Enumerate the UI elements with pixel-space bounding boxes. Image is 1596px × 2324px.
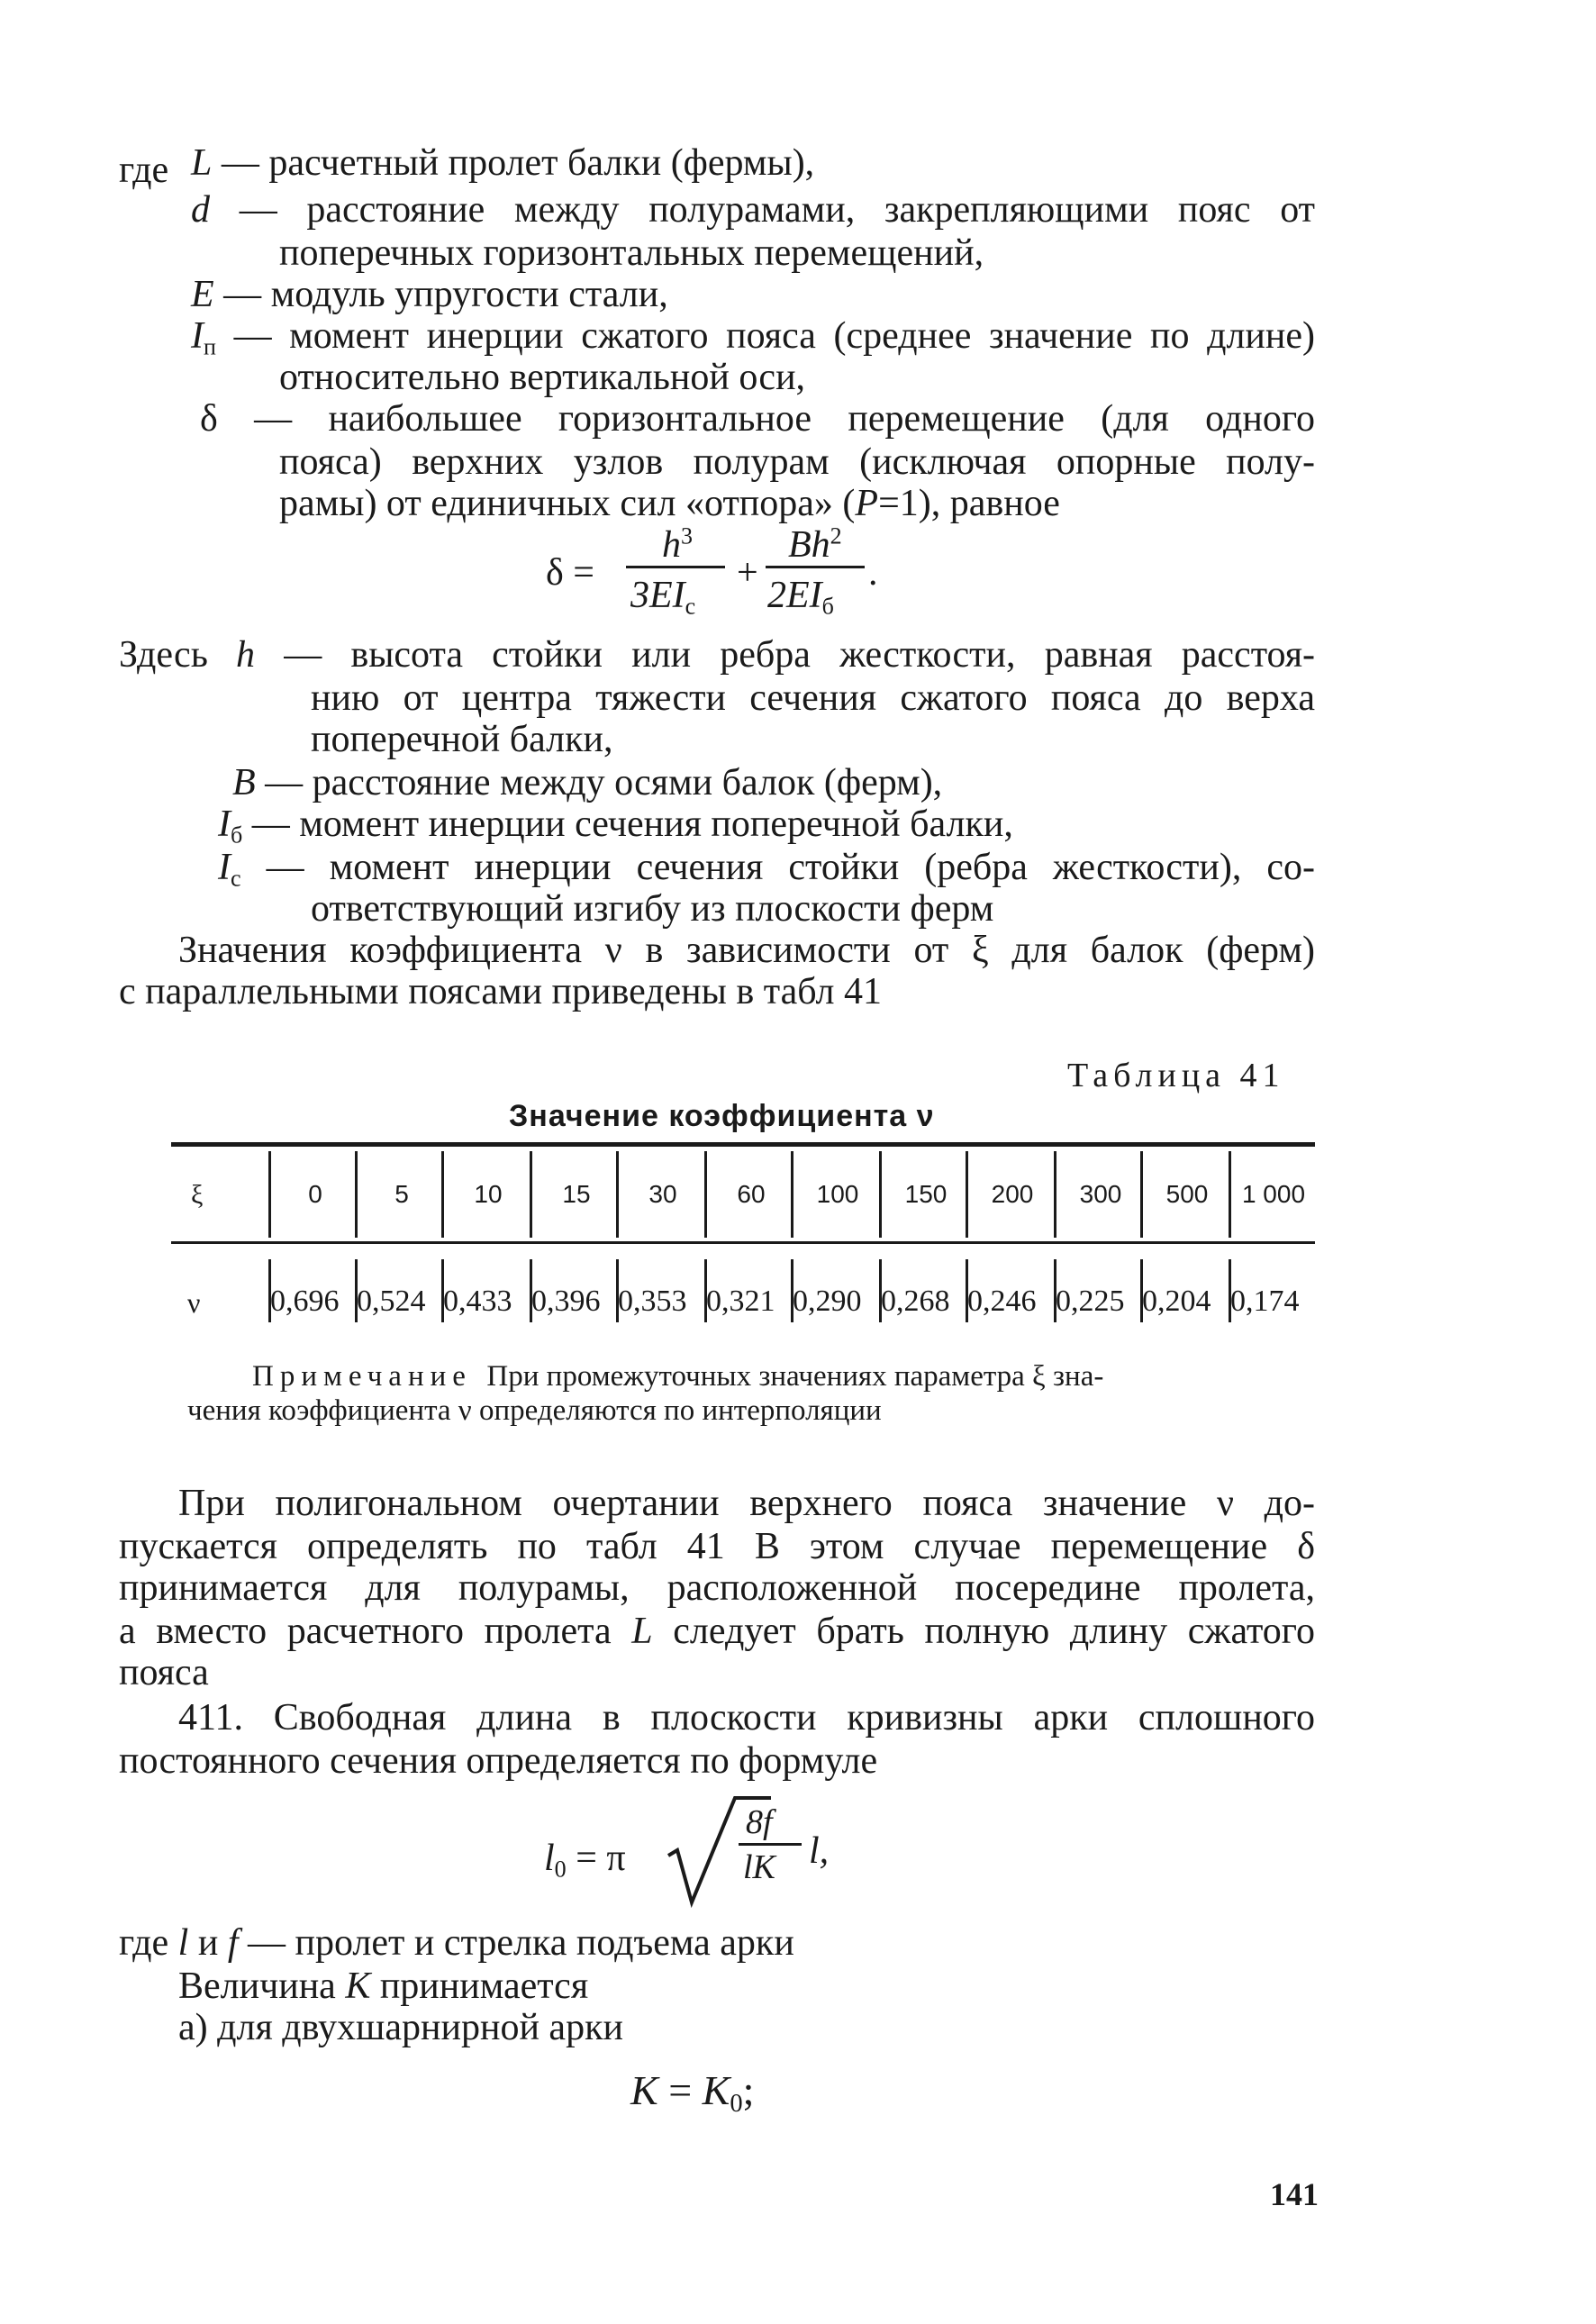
formula-l0-lhs bbox=[544, 1838, 626, 1883]
formula-delta-lhs: δ = bbox=[546, 552, 594, 594]
here-h-line3: поперечной балки, bbox=[311, 719, 613, 760]
table-xi-cell: 100 bbox=[816, 1180, 859, 1208]
table-nu-cell: 0,696 bbox=[270, 1285, 340, 1318]
definition-delta-line2: пояса) верхних узлов полурам (исключая опорные полу- bbox=[279, 441, 1315, 483]
fraction-bar-l0 bbox=[739, 1843, 802, 1846]
para-poly-line2: пускается определять по табл 41 В этом случае перемещение δ bbox=[119, 1526, 1315, 1567]
table-xi-cell: 1 000 bbox=[1241, 1180, 1306, 1208]
symbol-L: L bbox=[191, 142, 213, 184]
l0-den-text: lK bbox=[743, 1848, 775, 1886]
where-lf-text: — пролет и стрелка подъема арки bbox=[247, 1922, 794, 1964]
note-line1 bbox=[252, 1362, 1103, 1392]
table-nu-cell: 0,321 bbox=[706, 1285, 775, 1318]
symbol-Ic-sub: с bbox=[231, 865, 241, 892]
para-411-line1: 411. Свободная длина в плоскости кривизны арки сплошного bbox=[178, 1697, 1315, 1738]
table-nu-cell: 0,225 bbox=[1056, 1285, 1125, 1318]
here-B-text: — расстояние между осями балок (ферм), bbox=[265, 762, 943, 803]
symbol-P: P bbox=[855, 483, 879, 524]
formula-l0-num bbox=[746, 1805, 773, 1839]
symbol-L-span: L bbox=[631, 1611, 653, 1652]
table-nu-cell: 0,246 bbox=[967, 1285, 1037, 1318]
formula-delta-num2 bbox=[788, 522, 842, 566]
table-xi-cell: 10 bbox=[474, 1180, 503, 1208]
table-xi-cell: 500 bbox=[1165, 1180, 1209, 1208]
here-h-line2: нию от центра тяжести сечения сжатого пояса до верха bbox=[311, 677, 1315, 719]
note-line2: чения коэффициента ν определяются по интерполяции bbox=[187, 1394, 882, 1427]
symbol-l: l bbox=[177, 1922, 189, 1964]
den2-sub: б bbox=[821, 593, 834, 620]
symbol-Ib-sub: б bbox=[231, 822, 243, 849]
formula-delta-den1 bbox=[630, 575, 696, 620]
formula-delta-den2 bbox=[767, 575, 834, 620]
para-nu-line1: Значения коэффициента ν в зависимости от ξ для балок (ферм) bbox=[178, 930, 1315, 971]
table-xi-cell: 150 bbox=[904, 1180, 948, 1208]
table-xi-cell: 5 bbox=[394, 1180, 409, 1208]
definition-delta-line3a: рамы) от единичных сил «отпора» ( bbox=[279, 483, 856, 524]
K-intro-line2: а) для двухшарнирной арки bbox=[178, 2007, 623, 2048]
para-poly-line5: пояса bbox=[119, 1652, 209, 1693]
symbol-h: h bbox=[236, 634, 255, 676]
table-mid-rule bbox=[171, 1241, 1315, 1244]
K-eq: = bbox=[668, 2067, 693, 2113]
definition-E-text: — модуль упругости стали, bbox=[223, 274, 668, 315]
table-divider bbox=[268, 1151, 271, 1238]
fraction-bar-1 bbox=[626, 566, 725, 568]
definition-d-line2: поперечных горизонтальных перемещений, bbox=[279, 232, 984, 274]
formula-K bbox=[630, 2067, 755, 2118]
num1-sup: 3 bbox=[680, 522, 693, 549]
para-poly-line4 bbox=[119, 1612, 1315, 1650]
here-B bbox=[232, 764, 942, 802]
table-nu-label: ν bbox=[187, 1286, 201, 1319]
table-xi-cell: 30 bbox=[648, 1180, 677, 1208]
table-number: Таблица 41 bbox=[1067, 1057, 1285, 1094]
here-h-text: — высота стойки или ребра жесткости, равная расстоя- bbox=[284, 634, 1316, 676]
definition-d-line1 bbox=[191, 191, 1315, 229]
l0-tail-text: l, bbox=[809, 1830, 830, 1872]
K-intro-b: принимается bbox=[379, 1965, 589, 2007]
where-lf-label: где bbox=[119, 1922, 169, 1964]
fraction-bar-2 bbox=[766, 566, 865, 568]
symbol-K: K bbox=[345, 1965, 371, 2007]
symbol-In-sub: п bbox=[204, 333, 216, 360]
table-xi-cell: 200 bbox=[991, 1180, 1034, 1208]
para-nu-line2: с параллельными поясами приведены в табл 41 bbox=[119, 971, 882, 1012]
para-411-line2: постоянного сечения определяется по формуле bbox=[119, 1740, 878, 1782]
num2-sup: 2 bbox=[830, 522, 842, 549]
K-intro-line1 bbox=[178, 1967, 588, 2005]
K-rhs-sub: 0 bbox=[730, 2089, 743, 2118]
table-nu-cell: 0,524 bbox=[357, 1285, 426, 1318]
symbol-B: B bbox=[232, 762, 256, 803]
num1-base: h bbox=[661, 524, 681, 566]
K-intro-a: Величина bbox=[178, 1965, 336, 2007]
here-label: Здесь bbox=[119, 634, 208, 676]
para-poly-line4b: следует брать полную длину сжатого bbox=[673, 1611, 1315, 1652]
where-lf bbox=[119, 1924, 794, 1962]
symbol-In: I bbox=[191, 315, 204, 357]
l0-num-text: 8f bbox=[746, 1803, 773, 1841]
symbol-Ib: I bbox=[218, 803, 231, 845]
symbol-f: f bbox=[227, 1922, 239, 1964]
note-text: При промежуточных значениях параметра ξ зна- bbox=[486, 1360, 1104, 1393]
para-poly-line1: При полигональном очертании верхнего пояса значение ν до- bbox=[178, 1483, 1315, 1524]
table-xi-cell: 300 bbox=[1079, 1180, 1122, 1208]
note-label: Примечание bbox=[252, 1360, 472, 1393]
definition-delta-text: — наибольшее горизонтальное перемещение (для одного bbox=[254, 398, 1315, 440]
table-nu-cell: 0,433 bbox=[443, 1285, 512, 1318]
formula-delta-end: . bbox=[868, 552, 878, 594]
den2-base: 2EI bbox=[767, 575, 822, 616]
symbol-E: E bbox=[191, 274, 214, 315]
formula-delta-plus: + bbox=[737, 552, 758, 594]
table-xi-cell: 60 bbox=[737, 1180, 766, 1208]
here-Ib bbox=[218, 803, 1013, 849]
den1-sub: c bbox=[685, 593, 696, 620]
definition-In-line2: относительно вертикальной оси, bbox=[279, 357, 806, 398]
page-number: 141 bbox=[1270, 2176, 1319, 2212]
table-xi-cell: 15 bbox=[562, 1180, 591, 1208]
here-Ib-text: — момент инерции сечения поперечной балки, bbox=[251, 803, 1013, 845]
definition-d-text: — расстояние между полурамами, закрепляющими пояс от bbox=[239, 189, 1315, 231]
formula-delta-num1 bbox=[659, 522, 695, 566]
K-lhs: K bbox=[630, 2067, 658, 2113]
K-rhs: K bbox=[702, 2067, 730, 2113]
here-h-line1 bbox=[236, 636, 1315, 674]
definition-In-text: — момент инерции сжатого пояса (среднее значение по длине) bbox=[233, 315, 1315, 357]
symbol-Ic: I bbox=[218, 847, 231, 888]
definition-delta-line1 bbox=[200, 400, 1315, 438]
definition-delta-line3 bbox=[279, 485, 1060, 522]
den1-base: 3EI bbox=[630, 575, 685, 616]
table-xi-cell: 0 bbox=[308, 1180, 322, 1208]
symbol-delta: δ bbox=[200, 398, 218, 440]
where-lf-and: и bbox=[197, 1922, 219, 1964]
l0-eq-pi: = π bbox=[576, 1838, 626, 1879]
l0-sub: 0 bbox=[554, 1856, 567, 1883]
table-nu-cell: 0,396 bbox=[531, 1285, 601, 1318]
table-nu-cell: 0,204 bbox=[1142, 1285, 1211, 1318]
K-end: ; bbox=[742, 2067, 755, 2113]
here-Ic-line1 bbox=[218, 847, 1316, 892]
table-nu-cell: 0,174 bbox=[1230, 1285, 1300, 1318]
definition-delta-line3b: =1), равное bbox=[878, 483, 1060, 524]
table-top-rule bbox=[171, 1142, 1315, 1147]
table-title: Значение коэффициента ν bbox=[509, 1099, 935, 1133]
para-poly-line3: принимается для полурамы, расположенной посередине пролета, bbox=[119, 1567, 1315, 1609]
definition-L-text: — расчетный пролет балки (фермы), bbox=[221, 142, 815, 184]
definition-E bbox=[191, 276, 668, 313]
definition-In-line1 bbox=[191, 315, 1315, 360]
formula-l0-tail bbox=[809, 1832, 829, 1870]
symbol-d: d bbox=[191, 189, 210, 231]
table-nu-cell: 0,353 bbox=[618, 1285, 687, 1318]
here-Ic-line2: ответствующий изгибу из плоскости ферм bbox=[311, 888, 994, 930]
formula-l0-den bbox=[743, 1850, 775, 1884]
definition-L bbox=[191, 144, 814, 182]
l0-base: l bbox=[544, 1838, 555, 1879]
where-label: где bbox=[119, 150, 169, 191]
table-nu-cell: 0,290 bbox=[793, 1285, 862, 1318]
table-xi-label: ξ bbox=[191, 1180, 204, 1210]
here-Ic-text: — момент инерции сечения стойки (ребра жесткости), со- bbox=[266, 847, 1316, 888]
num2-base: Bh bbox=[788, 524, 830, 566]
table-nu-cell: 0,268 bbox=[881, 1285, 950, 1318]
para-poly-line4a: а вместо расчетного пролета bbox=[119, 1611, 612, 1652]
